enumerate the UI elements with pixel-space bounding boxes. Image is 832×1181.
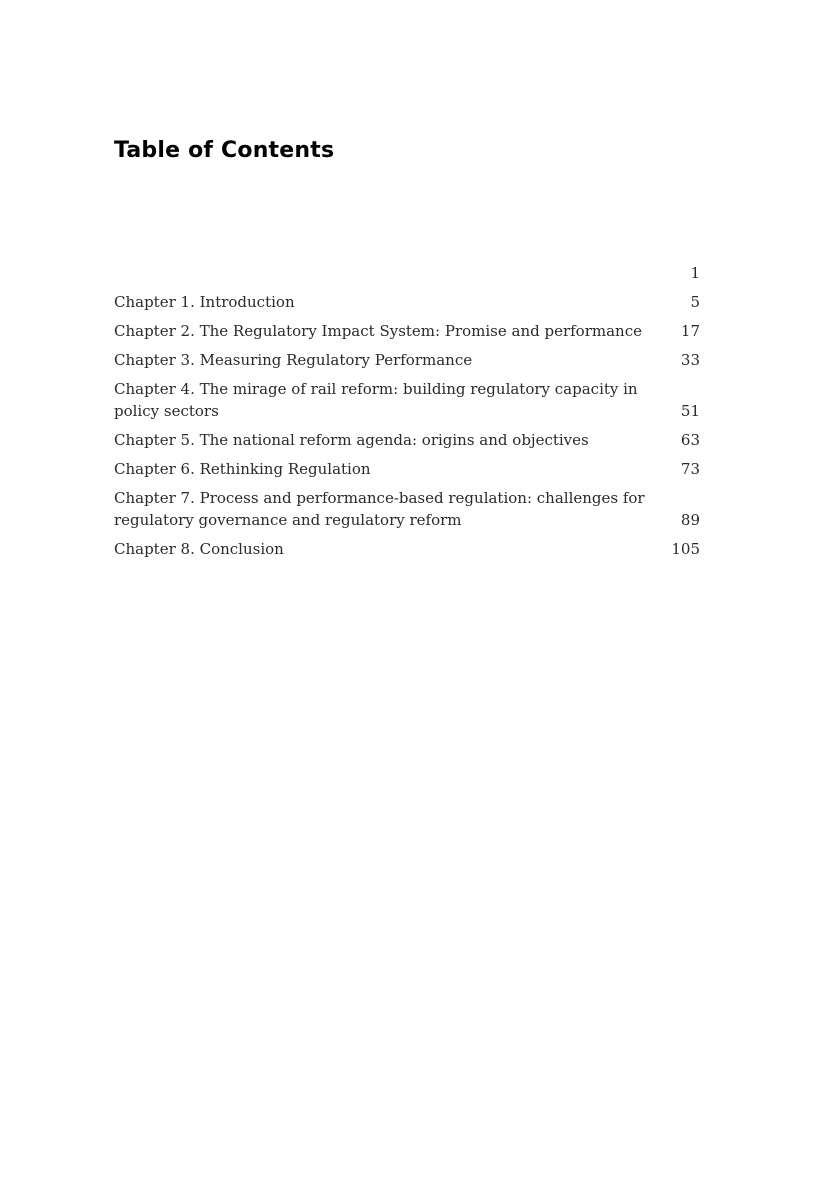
toc-entry <box>114 378 700 422</box>
toc-entry-text: Chapter 7. Process and performance-based regulation: challenges for regulatory governance and regulatory reform <box>114 489 650 529</box>
toc-entry-text: Chapter 8. Conclusion <box>114 540 284 558</box>
toc-entry-page: 17 <box>680 322 700 340</box>
toc-entry <box>114 262 700 284</box>
toc-entry-text: Chapter 4. The mirage of rail reform: building regulatory capacity in policy sectors <box>114 380 643 420</box>
toc-entry-page: 1 <box>690 264 700 282</box>
toc-entry-text: Chapter 3. Measuring Regulatory Performance <box>114 351 473 369</box>
toc-entry-text: Chapter 1. Introduction <box>114 293 295 311</box>
toc-title: Table of Contents <box>114 138 335 163</box>
toc-list <box>114 262 700 567</box>
toc-entry <box>114 458 700 480</box>
toc-entry-page: 5 <box>690 293 700 311</box>
toc-entry-text: Chapter 2. The Regulatory Impact System: Promise and performance <box>114 322 642 340</box>
toc-entry-page: 63 <box>680 431 700 449</box>
toc-entry <box>114 291 700 313</box>
toc-entry <box>114 349 700 371</box>
toc-entry-page: 105 <box>671 540 700 558</box>
toc-entry <box>114 487 700 531</box>
toc-entry <box>114 538 700 560</box>
toc-entry <box>114 429 700 451</box>
toc-entry-text: Chapter 5. The national reform agenda: origins and objectives <box>114 431 589 449</box>
toc-entry-page: 51 <box>680 402 700 420</box>
toc-entry-page: 89 <box>680 511 700 529</box>
toc-entry-page: 73 <box>680 460 700 478</box>
toc-entry <box>114 320 700 342</box>
toc-entry-text: Chapter 6. Rethinking Regulation <box>114 460 371 478</box>
toc-entry-page: 33 <box>680 351 700 369</box>
